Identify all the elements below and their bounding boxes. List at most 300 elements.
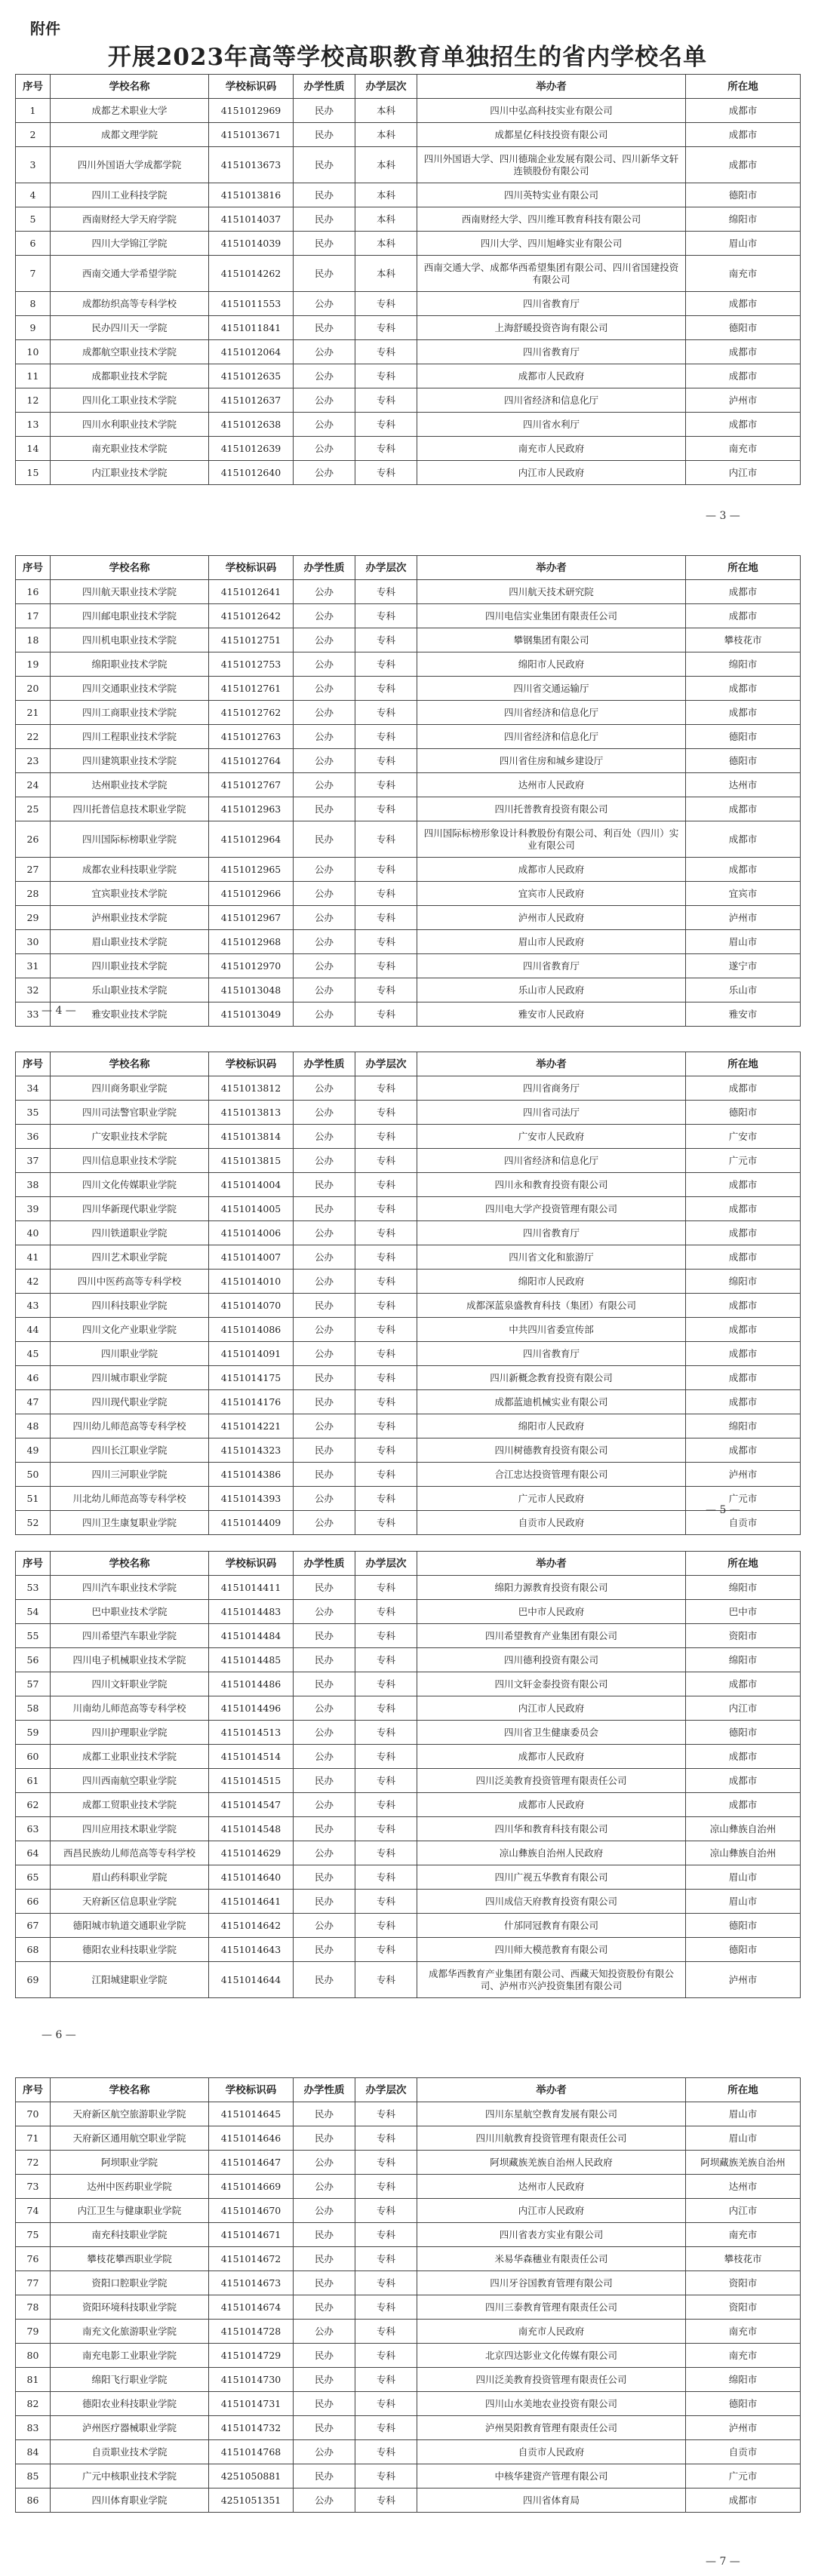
table-row [16, 1648, 801, 1672]
cell-school-level: 专科 [355, 1938, 417, 1962]
cell-school-organizer: 内江市人民政府 [417, 461, 686, 485]
cell-school-name: 达州中医药职业学院 [51, 2175, 209, 2199]
table-row [16, 1294, 801, 1318]
cell-school-id-code: 4151013048 [209, 978, 294, 1002]
cell-school-location: 南充市 [686, 2320, 801, 2344]
cell-school-level: 专科 [355, 2271, 417, 2295]
cell-school-organizer: 自贡市人民政府 [417, 2440, 686, 2464]
cell-row-number: 33 [16, 1002, 51, 1027]
table-row [16, 2344, 801, 2368]
cell-school-nature: 公办 [294, 858, 355, 882]
cell-school-level: 专科 [355, 1793, 417, 1817]
cell-school-location: 绵阳市 [686, 2368, 801, 2392]
column-header-school-location: 所在地 [686, 2078, 801, 2102]
cell-school-id-code: 4151012638 [209, 413, 294, 437]
cell-school-name: 四川三河职业学院 [51, 1463, 209, 1487]
column-header-row-number: 序号 [16, 75, 51, 99]
cell-row-number: 39 [16, 1197, 51, 1221]
cell-school-name: 德阳农业科技职业学院 [51, 1938, 209, 1962]
table-row [16, 2271, 801, 2295]
cell-school-location: 成都市 [686, 1221, 801, 1245]
column-header-school-name: 学校名称 [51, 1552, 209, 1576]
cell-school-location: 绵阳市 [686, 1270, 801, 1294]
cell-school-organizer: 四川省经济和信息化厅 [417, 388, 686, 413]
cell-row-number: 67 [16, 1914, 51, 1938]
cell-school-location: 成都市 [686, 413, 801, 437]
column-header-school-level: 办学层次 [355, 75, 417, 99]
cell-school-level: 专科 [355, 1745, 417, 1769]
cell-school-name: 四川水利职业技术学院 [51, 413, 209, 437]
cell-school-level: 专科 [355, 2320, 417, 2344]
cell-school-name: 西昌民族幼儿师范高等专科学校 [51, 1841, 209, 1865]
cell-school-name: 乐山职业技术学院 [51, 978, 209, 1002]
cell-school-location: 成都市 [686, 858, 801, 882]
cell-school-nature: 民办 [294, 1648, 355, 1672]
cell-school-level: 专科 [355, 1294, 417, 1318]
cell-school-level: 专科 [355, 1197, 417, 1221]
cell-school-level: 专科 [355, 930, 417, 954]
cell-school-nature: 民办 [294, 1672, 355, 1696]
cell-school-location: 德阳市 [686, 316, 801, 340]
cell-school-location: 成都市 [686, 1745, 801, 1769]
column-header-row-number: 序号 [16, 556, 51, 580]
cell-school-organizer: 绵阳市人民政府 [417, 1270, 686, 1294]
cell-row-number: 19 [16, 652, 51, 677]
cell-school-name: 四川工商职业技术学院 [51, 701, 209, 725]
cell-school-id-code: 4151014646 [209, 2126, 294, 2151]
cell-row-number: 73 [16, 2175, 51, 2199]
cell-school-nature: 公办 [294, 580, 355, 604]
cell-school-name: 眉山职业技术学院 [51, 930, 209, 954]
cell-row-number: 81 [16, 2368, 51, 2392]
cell-school-nature: 公办 [294, 1245, 355, 1270]
cell-school-name: 四川卫生康复职业学院 [51, 1511, 209, 1535]
cell-school-level: 专科 [355, 1696, 417, 1721]
cell-school-level: 专科 [355, 2175, 417, 2199]
cell-school-location: 眉山市 [686, 1865, 801, 1890]
cell-school-location: 成都市 [686, 1672, 801, 1696]
cell-school-id-code: 4151014629 [209, 1841, 294, 1865]
cell-school-organizer: 四川英特实业有限公司 [417, 183, 686, 207]
cell-school-organizer: 四川三泰教育管理有限责任公司 [417, 2295, 686, 2320]
cell-school-location: 南充市 [686, 437, 801, 461]
cell-school-location: 绵阳市 [686, 652, 801, 677]
cell-school-organizer: 上海舒暖投资咨询有限公司 [417, 316, 686, 340]
cell-school-id-code: 4151014485 [209, 1648, 294, 1672]
cell-school-level: 专科 [355, 1865, 417, 1890]
cell-school-level: 专科 [355, 2392, 417, 2416]
cell-school-organizer: 内江市人民政府 [417, 1696, 686, 1721]
cell-school-location: 成都市 [686, 1197, 801, 1221]
cell-school-level: 专科 [355, 1390, 417, 1414]
cell-school-name: 成都文理学院 [51, 123, 209, 147]
cell-school-location: 资阳市 [686, 1624, 801, 1648]
cell-school-name: 四川希望汽车职业学院 [51, 1624, 209, 1648]
cell-school-level: 本科 [355, 123, 417, 147]
cell-school-level: 专科 [355, 1221, 417, 1245]
cell-school-nature: 公办 [294, 725, 355, 749]
cell-row-number: 14 [16, 437, 51, 461]
cell-school-id-code: 4151014674 [209, 2295, 294, 2320]
cell-row-number: 79 [16, 2320, 51, 2344]
cell-school-location: 德阳市 [686, 1938, 801, 1962]
cell-school-location: 成都市 [686, 147, 801, 183]
cell-school-level: 专科 [355, 677, 417, 701]
cell-school-location: 自贡市 [686, 1511, 801, 1535]
cell-school-organizer: 四川外国语大学、四川德瑞企业发展有限公司、四川新华文轩连锁股份有限公司 [417, 147, 686, 183]
cell-school-id-code: 4151014671 [209, 2223, 294, 2247]
cell-row-number: 51 [16, 1487, 51, 1511]
cell-school-location: 泸州市 [686, 1463, 801, 1487]
cell-school-level: 专科 [355, 1511, 417, 1535]
table-row [16, 1865, 801, 1890]
table-row [16, 1793, 801, 1817]
cell-school-location: 德阳市 [686, 725, 801, 749]
cell-school-level: 专科 [355, 2295, 417, 2320]
column-header-row-number: 序号 [16, 2078, 51, 2102]
cell-school-name: 泸州职业技术学院 [51, 906, 209, 930]
cell-school-name: 四川交通职业技术学院 [51, 677, 209, 701]
cell-school-level: 本科 [355, 147, 417, 183]
cell-school-level: 专科 [355, 2464, 417, 2488]
cell-school-organizer: 宜宾市人民政府 [417, 882, 686, 906]
cell-school-location: 凉山彝族自治州 [686, 1817, 801, 1841]
cell-school-location: 广安市 [686, 1125, 801, 1149]
cell-school-id-code: 4151014669 [209, 2175, 294, 2199]
cell-school-name: 四川托普信息技术职业学院 [51, 797, 209, 821]
cell-school-id-code: 4151013671 [209, 123, 294, 147]
table-row [16, 1076, 801, 1101]
cell-school-organizer: 四川省商务厅 [417, 1076, 686, 1101]
cell-school-organizer: 四川泛美教育投资管理有限责任公司 [417, 2368, 686, 2392]
cell-school-level: 专科 [355, 461, 417, 485]
cell-row-number: 38 [16, 1173, 51, 1197]
cell-school-location: 南充市 [686, 2344, 801, 2368]
cell-school-nature: 民办 [294, 183, 355, 207]
cell-row-number: 69 [16, 1962, 51, 1998]
cell-school-organizer: 自贡市人民政府 [417, 1511, 686, 1535]
cell-school-level: 专科 [355, 1648, 417, 1672]
cell-school-location: 达州市 [686, 2175, 801, 2199]
cell-school-name: 西南交通大学希望学院 [51, 256, 209, 292]
cell-school-organizer: 四川电信实业集团有限责任公司 [417, 604, 686, 628]
cell-school-organizer: 四川广视五华教育有限公司 [417, 1865, 686, 1890]
cell-row-number: 24 [16, 773, 51, 797]
cell-school-level: 专科 [355, 773, 417, 797]
cell-school-nature: 民办 [294, 2344, 355, 2368]
table-row [16, 978, 801, 1002]
table-row [16, 2295, 801, 2320]
cell-school-nature: 民办 [294, 1390, 355, 1414]
cell-school-nature: 民办 [294, 1624, 355, 1648]
cell-school-nature: 民办 [294, 2126, 355, 2151]
cell-school-name: 四川航天职业技术学院 [51, 580, 209, 604]
cell-row-number: 2 [16, 123, 51, 147]
cell-school-nature: 民办 [294, 316, 355, 340]
cell-school-name: 成都工业职业技术学院 [51, 1745, 209, 1769]
table-header-row [16, 1052, 801, 1076]
cell-school-level: 专科 [355, 1318, 417, 1342]
cell-row-number: 12 [16, 388, 51, 413]
table-row [16, 364, 801, 388]
cell-school-level: 专科 [355, 2223, 417, 2247]
cell-school-organizer: 四川东星航空教育发展有限公司 [417, 2102, 686, 2126]
cell-school-nature: 公办 [294, 954, 355, 978]
cell-school-location: 阿坝藏族羌族自治州 [686, 2151, 801, 2175]
cell-school-id-code: 4151012635 [209, 364, 294, 388]
cell-school-nature: 公办 [294, 1101, 355, 1125]
cell-school-level: 专科 [355, 1438, 417, 1463]
cell-school-id-code: 4151014175 [209, 1366, 294, 1390]
cell-school-level: 专科 [355, 1149, 417, 1173]
table-row [16, 1745, 801, 1769]
school-table [15, 2077, 801, 2513]
cell-school-level: 专科 [355, 906, 417, 930]
cell-school-id-code: 4151014732 [209, 2416, 294, 2440]
cell-school-name: 四川铁道职业学院 [51, 1221, 209, 1245]
cell-school-location: 泸州市 [686, 388, 801, 413]
cell-school-id-code: 4151014672 [209, 2247, 294, 2271]
cell-school-nature: 公办 [294, 1149, 355, 1173]
cell-school-name: 成都职业技术学院 [51, 364, 209, 388]
cell-school-organizer: 四川大学、四川旭峰实业有限公司 [417, 232, 686, 256]
table-row [16, 1511, 801, 1535]
column-header-school-nature: 办学性质 [294, 556, 355, 580]
cell-row-number: 34 [16, 1076, 51, 1101]
cell-school-organizer: 四川省住房和城乡建设厅 [417, 749, 686, 773]
cell-school-nature: 民办 [294, 797, 355, 821]
cell-school-id-code: 4151014005 [209, 1197, 294, 1221]
cell-row-number: 50 [16, 1463, 51, 1487]
cell-school-level: 专科 [355, 364, 417, 388]
cell-school-location: 内江市 [686, 2199, 801, 2223]
cell-school-id-code: 4151014411 [209, 1576, 294, 1600]
cell-school-level: 专科 [355, 1769, 417, 1793]
cell-school-nature: 民办 [294, 1769, 355, 1793]
cell-row-number: 44 [16, 1318, 51, 1342]
cell-school-level: 专科 [355, 2440, 417, 2464]
cell-school-name: 四川邮电职业技术学院 [51, 604, 209, 628]
cell-school-nature: 公办 [294, 978, 355, 1002]
cell-school-organizer: 绵阳市人民政府 [417, 1414, 686, 1438]
column-header-school-organizer: 举办者 [417, 1052, 686, 1076]
cell-school-level: 专科 [355, 628, 417, 652]
cell-row-number: 25 [16, 797, 51, 821]
cell-school-organizer: 中核华建资产管理有限公司 [417, 2464, 686, 2488]
cell-school-nature: 民办 [294, 1576, 355, 1600]
cell-school-organizer: 四川泛美教育投资管理有限责任公司 [417, 1769, 686, 1793]
column-header-school-level: 办学层次 [355, 1552, 417, 1576]
cell-school-name: 攀枝花攀西职业学院 [51, 2247, 209, 2271]
cell-row-number: 20 [16, 677, 51, 701]
cell-school-id-code: 4151014386 [209, 1463, 294, 1487]
cell-row-number: 13 [16, 413, 51, 437]
cell-school-id-code: 4151012966 [209, 882, 294, 906]
column-header-school-id-code: 学校标识码 [209, 75, 294, 99]
cell-school-organizer: 四川省教育厅 [417, 340, 686, 364]
cell-school-organizer: 阿坝藏族羌族自治州人民政府 [417, 2151, 686, 2175]
cell-school-nature: 民办 [294, 2295, 355, 2320]
cell-row-number: 64 [16, 1841, 51, 1865]
table-row [16, 882, 801, 906]
cell-row-number: 5 [16, 207, 51, 232]
cell-school-organizer: 绵阳力源教育投资有限公司 [417, 1576, 686, 1600]
cell-row-number: 61 [16, 1769, 51, 1793]
cell-school-level: 专科 [355, 1624, 417, 1648]
cell-school-name: 四川现代职业学院 [51, 1390, 209, 1414]
cell-school-location: 德阳市 [686, 1914, 801, 1938]
table-row [16, 1318, 801, 1342]
cell-school-id-code: 4151012767 [209, 773, 294, 797]
cell-school-name: 四川化工职业技术学院 [51, 388, 209, 413]
cell-school-nature: 民办 [294, 99, 355, 123]
column-header-row-number: 序号 [16, 1552, 51, 1576]
table-row [16, 1696, 801, 1721]
cell-school-level: 专科 [355, 2416, 417, 2440]
cell-school-nature: 公办 [294, 364, 355, 388]
cell-school-name: 四川外国语大学成都学院 [51, 147, 209, 183]
cell-school-nature: 民办 [294, 2392, 355, 2416]
table-row [16, 2199, 801, 2223]
table-row [16, 2368, 801, 2392]
cell-school-id-code: 4151013815 [209, 1149, 294, 1173]
table-row [16, 1101, 801, 1125]
cell-school-location: 成都市 [686, 1366, 801, 1390]
cell-school-id-code: 4151014730 [209, 2368, 294, 2392]
table-row [16, 99, 801, 123]
cell-school-location: 成都市 [686, 580, 801, 604]
table-row [16, 1197, 801, 1221]
cell-school-nature: 公办 [294, 773, 355, 797]
cell-school-location: 凉山彝族自治州 [686, 1841, 801, 1865]
table-row [16, 2175, 801, 2199]
cell-school-organizer: 达州市人民政府 [417, 773, 686, 797]
cell-school-organizer: 乐山市人民政府 [417, 978, 686, 1002]
cell-row-number: 77 [16, 2271, 51, 2295]
cell-school-organizer: 四川电大学产投资管理有限公司 [417, 1197, 686, 1221]
cell-school-name: 四川信息职业技术学院 [51, 1149, 209, 1173]
column-header-school-location: 所在地 [686, 1552, 801, 1576]
cell-school-level: 专科 [355, 2126, 417, 2151]
table-row [16, 1342, 801, 1366]
table-row [16, 388, 801, 413]
cell-school-organizer: 四川省体育局 [417, 2488, 686, 2513]
cell-school-name: 天府新区通用航空职业学院 [51, 2126, 209, 2151]
cell-school-id-code: 4151012764 [209, 749, 294, 773]
cell-school-organizer: 四川国际标榜形象设计科教股份有限公司、利百处（四川）实业有限公司 [417, 821, 686, 858]
cell-school-location: 眉山市 [686, 2126, 801, 2151]
cell-school-organizer: 四川省经济和信息化厅 [417, 701, 686, 725]
cell-school-nature: 民办 [294, 1197, 355, 1221]
cell-row-number: 56 [16, 1648, 51, 1672]
cell-school-nature: 民办 [294, 2464, 355, 2488]
page-number: — 5 — [706, 1504, 740, 1516]
cell-school-name: 资阳口腔职业学院 [51, 2271, 209, 2295]
cell-school-name: 泸州医疗器械职业学院 [51, 2416, 209, 2440]
cell-school-level: 专科 [355, 1414, 417, 1438]
table-row [16, 604, 801, 628]
cell-school-id-code: 4151014262 [209, 256, 294, 292]
cell-school-level: 专科 [355, 1576, 417, 1600]
cell-school-id-code: 4151013816 [209, 183, 294, 207]
cell-school-level: 专科 [355, 604, 417, 628]
cell-school-id-code: 4151014483 [209, 1600, 294, 1624]
cell-school-organizer: 广元市人民政府 [417, 1487, 686, 1511]
cell-school-location: 成都市 [686, 1390, 801, 1414]
cell-school-name: 四川长江职业学院 [51, 1438, 209, 1463]
cell-school-location: 遂宁市 [686, 954, 801, 978]
cell-school-name: 四川职业技术学院 [51, 954, 209, 978]
cell-row-number: 66 [16, 1890, 51, 1914]
cell-school-location: 自贡市 [686, 2440, 801, 2464]
column-header-school-name: 学校名称 [51, 1052, 209, 1076]
table-row [16, 1841, 801, 1865]
cell-school-organizer: 四川新概念教育投资有限公司 [417, 1366, 686, 1390]
cell-school-id-code: 4151013813 [209, 1101, 294, 1125]
cell-school-id-code: 4151014647 [209, 2151, 294, 2175]
cell-school-id-code: 4151012763 [209, 725, 294, 749]
cell-school-nature: 民办 [294, 2368, 355, 2392]
table-row [16, 749, 801, 773]
table-row [16, 1002, 801, 1027]
cell-row-number: 10 [16, 340, 51, 364]
cell-row-number: 26 [16, 821, 51, 858]
cell-school-nature: 民办 [294, 1962, 355, 1998]
cell-school-name: 四川科技职业学院 [51, 1294, 209, 1318]
cell-school-id-code: 4151012641 [209, 580, 294, 604]
cell-school-organizer: 四川省教育厅 [417, 954, 686, 978]
table-row [16, 2151, 801, 2175]
cell-school-level: 专科 [355, 580, 417, 604]
table-row [16, 2126, 801, 2151]
cell-school-nature: 公办 [294, 1696, 355, 1721]
cell-school-name: 巴中职业技术学院 [51, 1600, 209, 1624]
cell-school-id-code: 4151011553 [209, 292, 294, 316]
cell-school-organizer: 四川省教育厅 [417, 292, 686, 316]
cell-school-name: 南充电影工业职业学院 [51, 2344, 209, 2368]
table-row [16, 1769, 801, 1793]
table-row [16, 2440, 801, 2464]
cell-school-name: 成都农业科技职业学院 [51, 858, 209, 882]
cell-school-id-code: 4151014548 [209, 1817, 294, 1841]
table-row [16, 316, 801, 340]
cell-school-name: 南充职业技术学院 [51, 437, 209, 461]
table-row [16, 232, 801, 256]
cell-school-id-code: 4151014673 [209, 2271, 294, 2295]
table-row [16, 2102, 801, 2126]
cell-school-name: 四川汽车职业技术学院 [51, 1576, 209, 1600]
cell-school-level: 专科 [355, 978, 417, 1002]
cell-school-location: 成都市 [686, 1342, 801, 1366]
cell-school-location: 成都市 [686, 701, 801, 725]
cell-school-location: 达州市 [686, 773, 801, 797]
cell-school-level: 本科 [355, 207, 417, 232]
cell-school-nature: 公办 [294, 1914, 355, 1938]
cell-school-level: 专科 [355, 2368, 417, 2392]
table-row [16, 2416, 801, 2440]
cell-school-location: 绵阳市 [686, 1648, 801, 1672]
column-header-school-organizer: 举办者 [417, 2078, 686, 2102]
table-row [16, 1390, 801, 1414]
table-row [16, 123, 801, 147]
cell-school-location: 泸州市 [686, 2416, 801, 2440]
cell-school-id-code: 4151013814 [209, 1125, 294, 1149]
cell-school-location: 眉山市 [686, 2102, 801, 2126]
cell-school-location: 德阳市 [686, 749, 801, 773]
cell-row-number: 65 [16, 1865, 51, 1890]
cell-school-organizer: 成都市人民政府 [417, 1745, 686, 1769]
table-row [16, 930, 801, 954]
